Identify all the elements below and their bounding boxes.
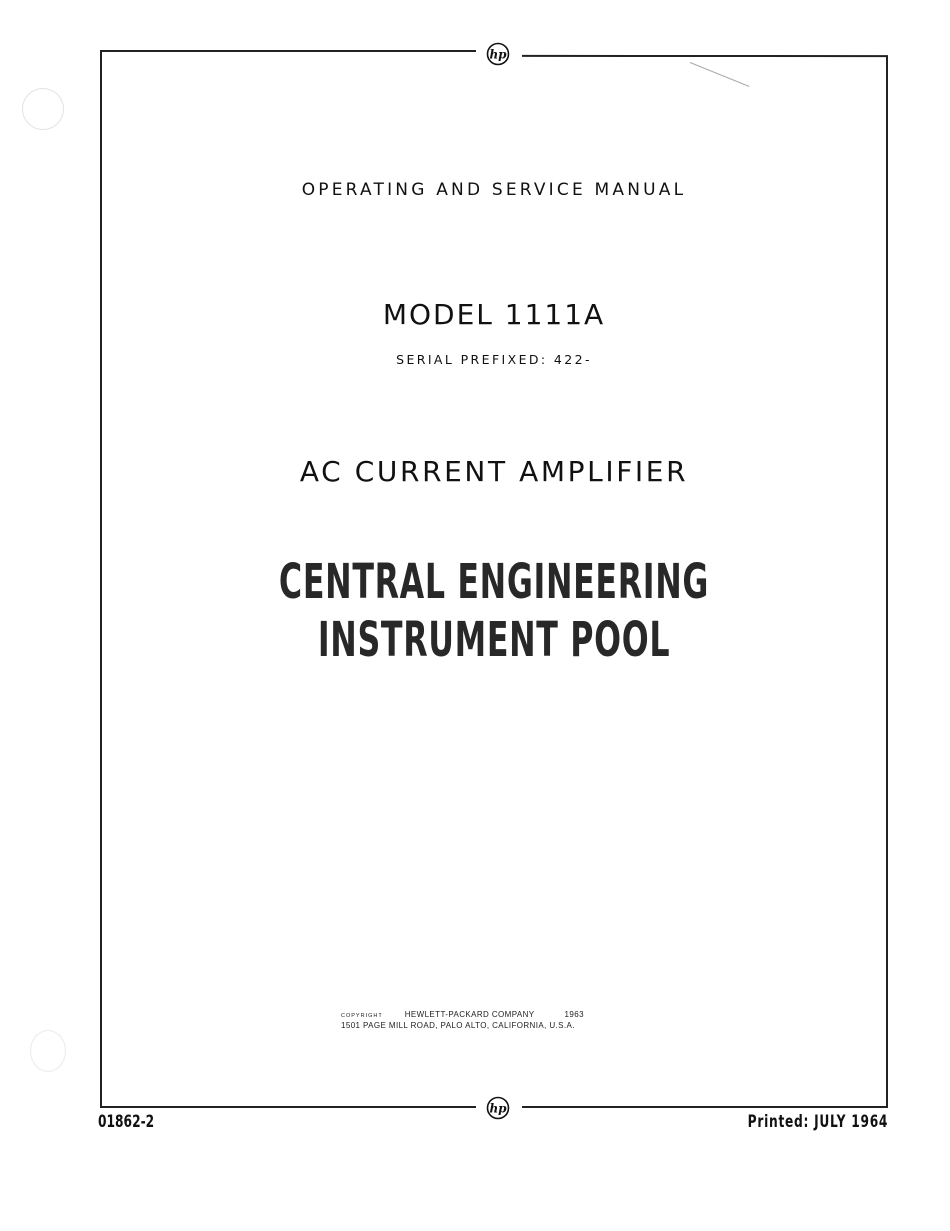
copyright-label: COPYRIGHT xyxy=(341,1013,383,1019)
svg-text:hp: hp xyxy=(489,1101,507,1116)
stamp-line-1 xyxy=(234,554,754,610)
stamp-text: CENTRAL ENGINEERING xyxy=(278,554,710,610)
hp-logo-icon xyxy=(486,1096,510,1120)
scan-smudge xyxy=(22,88,64,130)
frame-right-border xyxy=(886,57,888,1107)
manual-title: OPERATING AND SERVICE MANUAL xyxy=(301,180,687,200)
frame-bottom-border-right xyxy=(522,1106,888,1108)
frame-top-border-left xyxy=(100,50,476,52)
product-name: AC CURRENT AMPLIFIER xyxy=(299,455,689,488)
model-number: MODEL 1111A xyxy=(382,298,606,331)
part-number: 01862-2 xyxy=(98,1112,155,1132)
copyright-year: 1963 xyxy=(564,1010,584,1019)
stamp-line-2 xyxy=(234,612,754,668)
scan-streak xyxy=(690,62,750,87)
svg-text:hp: hp xyxy=(489,47,507,62)
copyright-block xyxy=(341,1010,661,1030)
scan-smudge xyxy=(30,1030,66,1072)
frame-left-border xyxy=(100,50,102,1107)
copyright-company: HEWLETT-PACKARD COMPANY xyxy=(404,1010,535,1019)
copyright-line xyxy=(341,1010,661,1021)
stamp-text: INSTRUMENT POOL xyxy=(317,612,671,668)
copyright-address: 1501 PAGE MILL ROAD, PALO ALTO, CALIFORNIA, U.S.A. xyxy=(341,1021,575,1030)
frame-top-border-right xyxy=(522,55,888,57)
frame-bottom-border-left xyxy=(100,1106,476,1108)
serial-prefix: SERIAL PREFIXED: 422- xyxy=(396,352,592,367)
hp-logo-icon xyxy=(486,42,510,66)
print-date: Printed: JULY 1964 xyxy=(747,1112,888,1132)
